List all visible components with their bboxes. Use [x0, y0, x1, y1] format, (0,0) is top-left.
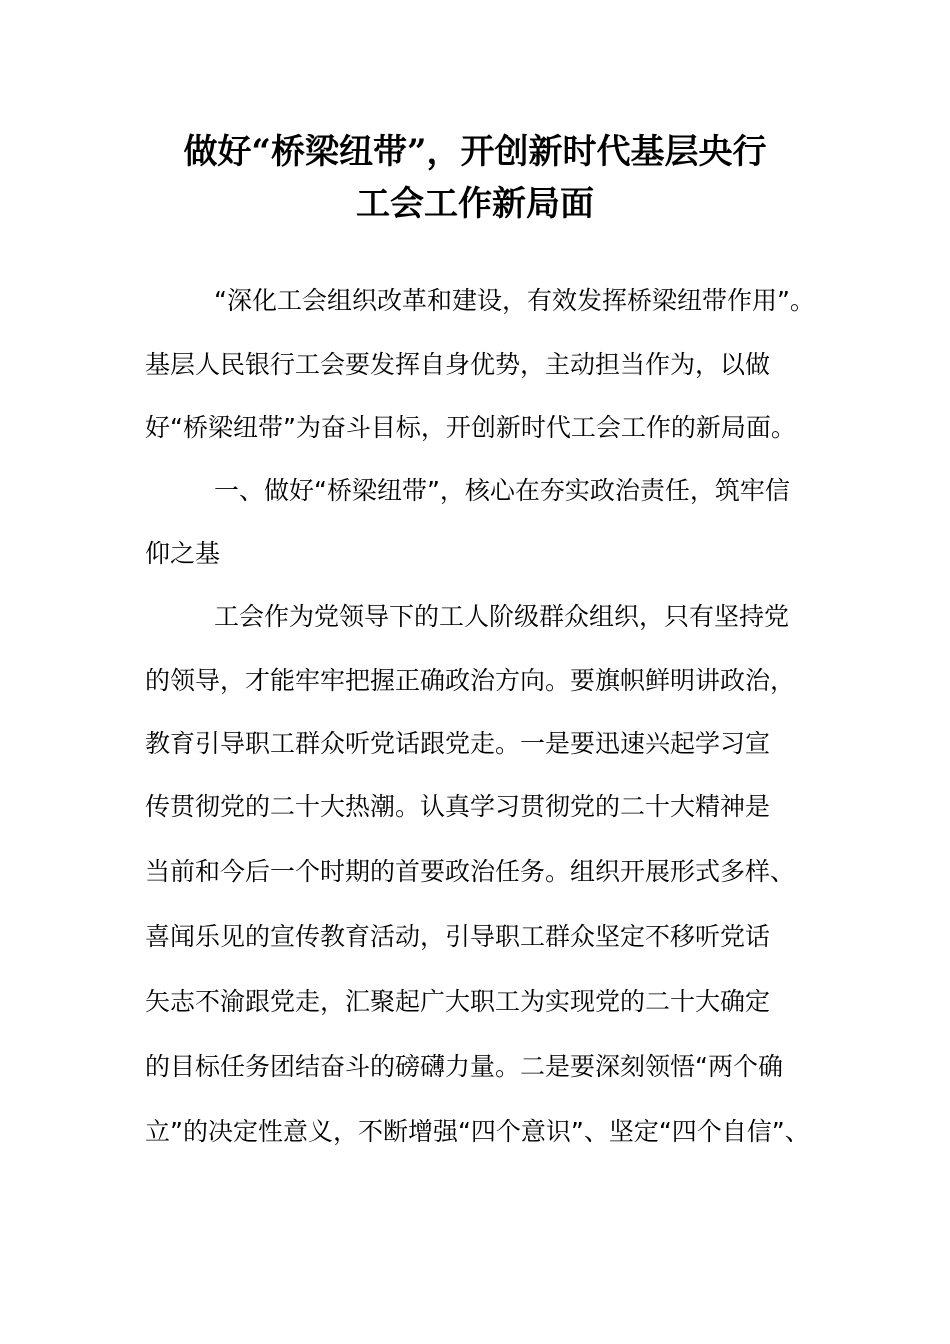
section-heading-1-line-2: 仰之基	[145, 539, 221, 568]
section-heading-1-line-1: 一、做好“桥梁纽带”，核心在夯实政治责任，筑牢信	[214, 476, 790, 505]
paragraph-2-line-4: 传贯彻党的二十大热潮。认真学习贯彻党的二十大精神是	[145, 792, 771, 821]
paragraph-1-line-2: 基层人民银行工会要发挥自身优势，主动担当作为，以做	[145, 350, 771, 379]
document-title-line-1: 做好“桥梁纽带”，开创新时代基层央行	[183, 132, 767, 172]
paragraph-2-line-5: 当前和今后一个时期的首要政治任务。组织开展形式多样、	[145, 857, 796, 886]
paragraph-1-line-1: “深化工会组织改革和建设，有效发挥桥梁纽带作用”。	[214, 286, 815, 315]
paragraph-2-line-3: 教育引导职工群众听党话跟党走。一是要迅速兴起学习宣	[145, 729, 771, 758]
paragraph-2-line-9: 立”的决定性意义，不断增强“四个意识”、坚定“四个自信”、	[145, 1117, 810, 1146]
paragraph-2-line-7: 矢志不渝跟党走，汇聚起广大职工为实现党的二十大确定	[145, 987, 771, 1016]
paragraph-2-line-8: 的目标任务团结奋斗的磅礴力量。二是要深刻领悟“两个确	[145, 1052, 783, 1081]
paragraph-2-line-2: 的领导，才能牢牢把握正确政治方向。要旗帜鲜明讲政治，	[145, 666, 796, 695]
paragraph-2-line-6: 喜闻乐见的宣传教育活动，引导职工群众坚定不移听党话	[145, 922, 771, 951]
paragraph-1-line-3: 好“桥梁纽带”为奋斗目标，开创新时代工会工作的新局面。	[145, 413, 796, 442]
paragraph-2-line-1: 工会作为党领导下的工人阶级群众组织，只有坚持党	[214, 602, 790, 631]
document-title-line-2: 工会工作新局面	[356, 184, 594, 224]
